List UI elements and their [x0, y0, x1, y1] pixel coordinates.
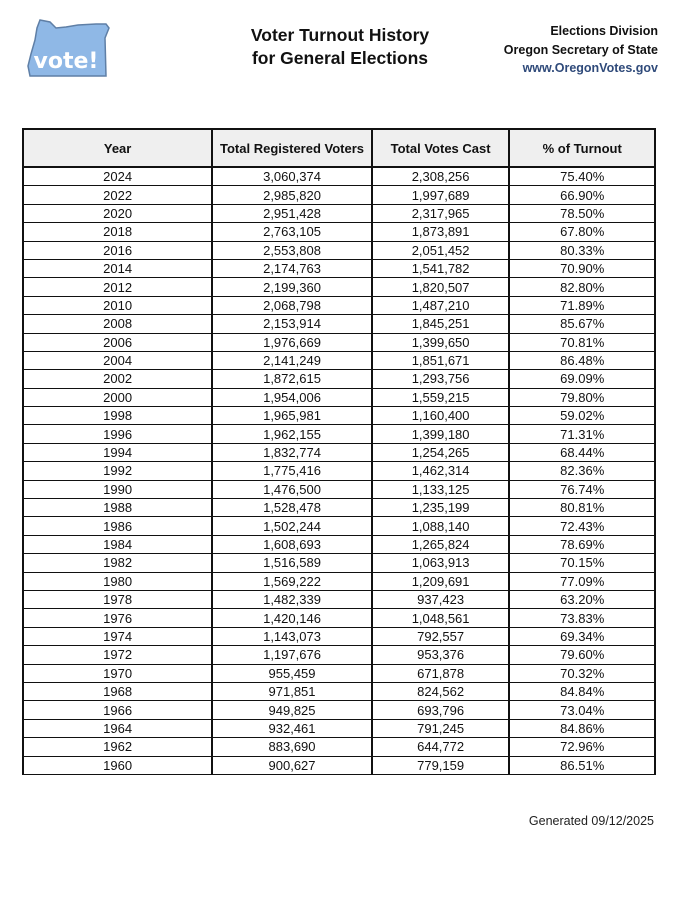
cell-registered-voters: 1,143,073: [212, 627, 372, 645]
cell-year: 1998: [23, 407, 212, 425]
cell-year: 2014: [23, 259, 212, 277]
cell-turnout: 85.67%: [509, 315, 655, 333]
cell-registered-voters: 2,141,249: [212, 351, 372, 369]
cell-votes-cast: 1,559,215: [372, 388, 510, 406]
table-row: [23, 499, 655, 517]
cell-registered-voters: 1,420,146: [212, 609, 372, 627]
table-row: [23, 296, 655, 314]
cell-year: 1972: [23, 646, 212, 664]
cell-turnout: 79.60%: [509, 646, 655, 664]
cell-year: 2022: [23, 186, 212, 204]
agency-url-link[interactable]: www.OregonVotes.gov: [522, 61, 658, 75]
cell-registered-voters: 2,068,798: [212, 296, 372, 314]
table-row: [23, 554, 655, 572]
cell-turnout: 71.89%: [509, 296, 655, 314]
cell-year: 2024: [23, 167, 212, 186]
cell-year: 2004: [23, 351, 212, 369]
cell-turnout: 70.81%: [509, 333, 655, 351]
cell-registered-voters: 932,461: [212, 719, 372, 737]
cell-votes-cast: 693,796: [372, 701, 510, 719]
cell-votes-cast: 1,293,756: [372, 370, 510, 388]
cell-turnout: 80.81%: [509, 499, 655, 517]
table-row: [23, 627, 655, 645]
cell-year: 1974: [23, 627, 212, 645]
cell-year: 1992: [23, 462, 212, 480]
cell-turnout: 76.74%: [509, 480, 655, 498]
table-row: [23, 719, 655, 737]
cell-turnout: 78.69%: [509, 535, 655, 553]
table-row: [23, 278, 655, 296]
cell-registered-voters: 1,962,155: [212, 425, 372, 443]
cell-year: 1970: [23, 664, 212, 682]
cell-registered-voters: 2,985,820: [212, 186, 372, 204]
cell-turnout: 79.80%: [509, 388, 655, 406]
cell-year: 1980: [23, 572, 212, 590]
cell-registered-voters: 1,872,615: [212, 370, 372, 388]
cell-year: 2018: [23, 223, 212, 241]
cell-turnout: 80.33%: [509, 241, 655, 259]
cell-year: 1960: [23, 756, 212, 774]
table-row: [23, 223, 655, 241]
column-header-registered: Total Registered Voters: [212, 129, 372, 167]
cell-year: 2016: [23, 241, 212, 259]
cell-registered-voters: 1,954,006: [212, 388, 372, 406]
cell-turnout: 68.44%: [509, 443, 655, 461]
cell-votes-cast: 2,308,256: [372, 167, 510, 186]
cell-votes-cast: 1,088,140: [372, 517, 510, 535]
cell-turnout: 82.36%: [509, 462, 655, 480]
oregon-map-icon: [26, 18, 112, 78]
cell-votes-cast: 1,399,650: [372, 333, 510, 351]
cell-year: 2000: [23, 388, 212, 406]
cell-votes-cast: 791,245: [372, 719, 510, 737]
table-row: [23, 535, 655, 553]
cell-year: 1988: [23, 499, 212, 517]
table-row: [23, 333, 655, 351]
cell-registered-voters: 955,459: [212, 664, 372, 682]
column-header-turnout: % of Turnout: [509, 129, 655, 167]
table-row: [23, 701, 655, 719]
cell-votes-cast: 1,254,265: [372, 443, 510, 461]
cell-registered-voters: 1,528,478: [212, 499, 372, 517]
cell-votes-cast: 779,159: [372, 756, 510, 774]
cell-turnout: 84.84%: [509, 682, 655, 700]
table-row: [23, 407, 655, 425]
cell-turnout: 70.32%: [509, 664, 655, 682]
cell-turnout: 78.50%: [509, 204, 655, 222]
cell-registered-voters: 1,482,339: [212, 590, 372, 608]
table-row: [23, 480, 655, 498]
cell-turnout: 82.80%: [509, 278, 655, 296]
cell-year: 2002: [23, 370, 212, 388]
cell-votes-cast: 1,133,125: [372, 480, 510, 498]
cell-registered-voters: 900,627: [212, 756, 372, 774]
table-row: [23, 664, 655, 682]
cell-votes-cast: 1,160,400: [372, 407, 510, 425]
cell-year: 2010: [23, 296, 212, 314]
cell-year: 1990: [23, 480, 212, 498]
cell-votes-cast: 953,376: [372, 646, 510, 664]
cell-votes-cast: 1,487,210: [372, 296, 510, 314]
table-row: [23, 351, 655, 369]
cell-year: 1982: [23, 554, 212, 572]
table-row: [23, 682, 655, 700]
cell-turnout: 71.31%: [509, 425, 655, 443]
cell-turnout: 77.09%: [509, 572, 655, 590]
cell-votes-cast: 1,462,314: [372, 462, 510, 480]
cell-turnout: 70.90%: [509, 259, 655, 277]
agency-division: Elections Division: [550, 24, 658, 38]
cell-turnout: 72.43%: [509, 517, 655, 535]
cell-votes-cast: 2,317,965: [372, 204, 510, 222]
cell-turnout: 86.51%: [509, 756, 655, 774]
cell-year: 2020: [23, 204, 212, 222]
cell-registered-voters: 2,199,360: [212, 278, 372, 296]
cell-turnout: 75.40%: [509, 167, 655, 186]
table-row: [23, 241, 655, 259]
table-row: [23, 572, 655, 590]
title-line-1: Voter Turnout History: [250, 25, 430, 45]
agency-name: Oregon Secretary of State: [503, 42, 658, 57]
cell-registered-voters: 2,951,428: [212, 204, 372, 222]
table-row: [23, 517, 655, 535]
cell-year: 1966: [23, 701, 212, 719]
cell-registered-voters: 1,976,669: [212, 333, 372, 351]
table-row: [23, 738, 655, 756]
title-line-2: for General Elections: [251, 48, 429, 68]
cell-votes-cast: 1,235,199: [372, 499, 510, 517]
cell-year: 1994: [23, 443, 212, 461]
cell-turnout: 70.15%: [509, 554, 655, 572]
cell-votes-cast: 644,772: [372, 738, 510, 756]
cell-registered-voters: 1,569,222: [212, 572, 372, 590]
table-body: [23, 167, 655, 774]
cell-votes-cast: 1,851,671: [372, 351, 510, 369]
table-row: [23, 646, 655, 664]
cell-turnout: 69.34%: [509, 627, 655, 645]
cell-votes-cast: 671,878: [372, 664, 510, 682]
agency-block: [504, 22, 658, 78]
table-row: [23, 590, 655, 608]
cell-votes-cast: 792,557: [372, 627, 510, 645]
cell-votes-cast: 1,209,691: [372, 572, 510, 590]
cell-registered-voters: 883,690: [212, 738, 372, 756]
cell-year: 1984: [23, 535, 212, 553]
column-header-year: Year: [23, 129, 212, 167]
cell-turnout: 59.02%: [509, 407, 655, 425]
cell-registered-voters: 3,060,374: [212, 167, 372, 186]
table-row: [23, 315, 655, 333]
cell-year: 1962: [23, 738, 212, 756]
generated-date: Generated 09/12/2025: [528, 814, 654, 828]
cell-turnout: 72.96%: [509, 738, 655, 756]
table-row: [23, 443, 655, 461]
cell-turnout: 73.04%: [509, 701, 655, 719]
cell-registered-voters: 2,763,105: [212, 223, 372, 241]
cell-year: 1976: [23, 609, 212, 627]
cell-votes-cast: 1,399,180: [372, 425, 510, 443]
cell-registered-voters: 2,553,808: [212, 241, 372, 259]
table-row: [23, 425, 655, 443]
cell-registered-voters: 1,965,981: [212, 407, 372, 425]
table-row: [23, 609, 655, 627]
cell-year: 1978: [23, 590, 212, 608]
cell-votes-cast: 1,873,891: [372, 223, 510, 241]
cell-registered-voters: 1,476,500: [212, 480, 372, 498]
cell-registered-voters: 1,608,693: [212, 535, 372, 553]
cell-registered-voters: 2,174,763: [212, 259, 372, 277]
cell-registered-voters: 971,851: [212, 682, 372, 700]
cell-registered-voters: 1,516,589: [212, 554, 372, 572]
table-row: [23, 388, 655, 406]
cell-year: 1996: [23, 425, 212, 443]
table-row: [23, 462, 655, 480]
cell-year: 1964: [23, 719, 212, 737]
cell-registered-voters: 2,153,914: [212, 315, 372, 333]
table-row: [23, 756, 655, 774]
cell-votes-cast: 1,063,913: [372, 554, 510, 572]
cell-turnout: 66.90%: [509, 186, 655, 204]
cell-turnout: 84.86%: [509, 719, 655, 737]
cell-year: 2006: [23, 333, 212, 351]
cell-votes-cast: 1,845,251: [372, 315, 510, 333]
cell-registered-voters: 949,825: [212, 701, 372, 719]
cell-votes-cast: 1,541,782: [372, 259, 510, 277]
cell-registered-voters: 1,775,416: [212, 462, 372, 480]
turnout-table: [22, 128, 656, 775]
cell-turnout: 67.80%: [509, 223, 655, 241]
cell-turnout: 73.83%: [509, 609, 655, 627]
cell-votes-cast: 937,423: [372, 590, 510, 608]
page-title: [220, 24, 460, 70]
cell-turnout: 69.09%: [509, 370, 655, 388]
cell-votes-cast: 1,265,824: [372, 535, 510, 553]
cell-year: 2012: [23, 278, 212, 296]
cell-year: 1968: [23, 682, 212, 700]
table-row: [23, 186, 655, 204]
svg-text:vote!: vote!: [33, 49, 99, 74]
column-header-votes-cast: Total Votes Cast: [372, 129, 510, 167]
cell-turnout: 63.20%: [509, 590, 655, 608]
table-row: [23, 204, 655, 222]
cell-year: 1986: [23, 517, 212, 535]
cell-turnout: 86.48%: [509, 351, 655, 369]
table-row: [23, 167, 655, 186]
cell-registered-voters: 1,197,676: [212, 646, 372, 664]
cell-votes-cast: 2,051,452: [372, 241, 510, 259]
table-header-row: [23, 129, 655, 167]
cell-registered-voters: 1,832,774: [212, 443, 372, 461]
cell-year: 2008: [23, 315, 212, 333]
cell-votes-cast: 824,562: [372, 682, 510, 700]
table-row: [23, 259, 655, 277]
cell-votes-cast: 1,820,507: [372, 278, 510, 296]
oregon-vote-logo: [26, 18, 112, 78]
cell-votes-cast: 1,997,689: [372, 186, 510, 204]
table-row: [23, 370, 655, 388]
cell-votes-cast: 1,048,561: [372, 609, 510, 627]
cell-registered-voters: 1,502,244: [212, 517, 372, 535]
